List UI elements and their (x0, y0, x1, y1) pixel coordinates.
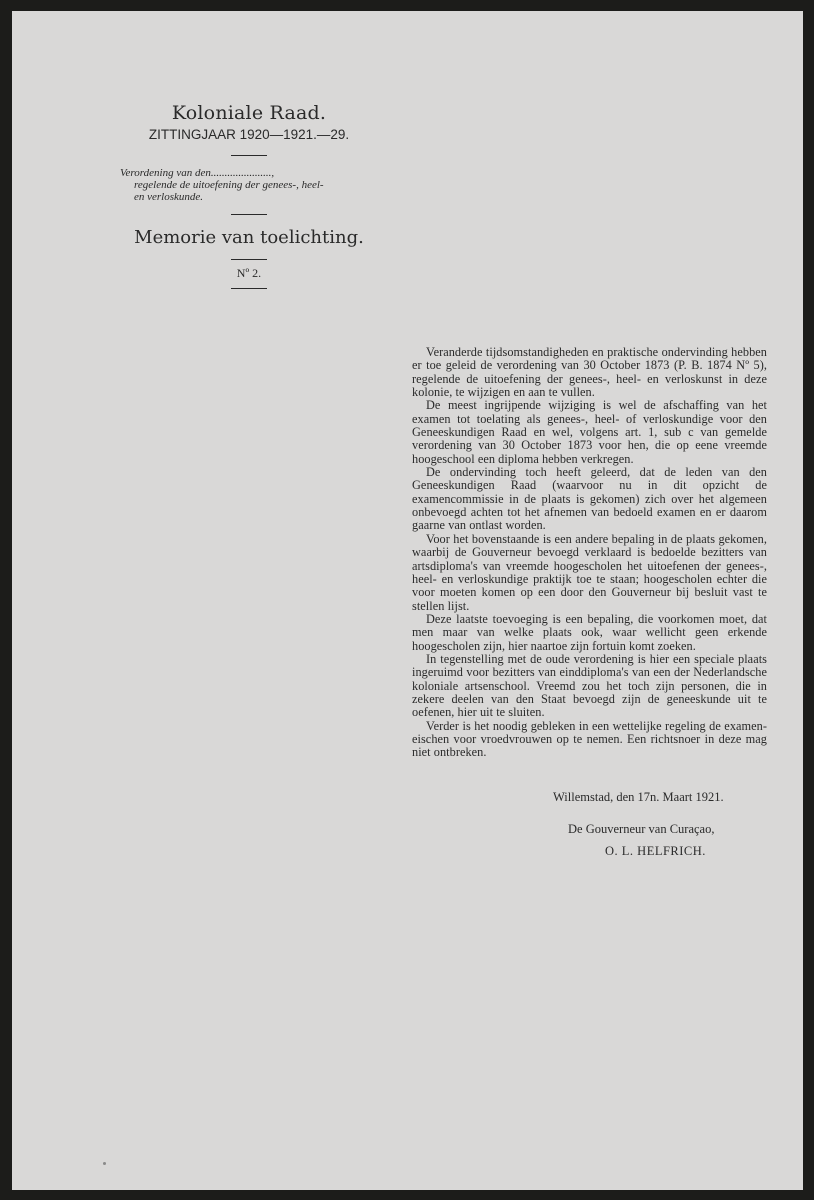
divider (231, 288, 267, 289)
session-year: ZITTINGJAAR 1920—1921.—29. (148, 127, 350, 142)
council-title: Koloniale Raad. (171, 102, 327, 124)
document-type-heading: Memorie van toelichting. (134, 227, 364, 248)
paragraph: Verder is het noodig gebleken in een wettelijke regeling de examen-eischen voor vroedvrouwen op te nemen. Een richtsnoer in deze mag niet ontbreken. (412, 718, 767, 760)
divider (231, 155, 267, 156)
divider (231, 214, 267, 215)
signatory-role: De Gouverneur van Curaçao, (568, 822, 715, 836)
paragraph: De ondervinding toch heeft geleerd, dat de leden van den Geneeskundigen Raad (waarvoor nu in dit opzicht de examencommissie in de plaats is gekomen) zich over het algemeen onbevoegd achten tot het afnemen van bedoeld examen en er daarom gaarne van ontlast worden. (412, 465, 767, 533)
regulation-line: Verordening van den......................, (120, 167, 275, 179)
document-page (12, 11, 803, 1190)
paragraph: Deze laatste toevoeging is een bepaling, die voorkomen moet, dat men maar van welke plaats ook, waar wellicht geen erkende hoogescholen zijn, hier naartoe zijn fortuin komt zoeken. (412, 611, 767, 653)
place-date: Willemstad, den 17n. Maart 1921. (553, 790, 724, 804)
paragraph: Veranderde tijdsomstandigheden en praktische ondervinding hebben er toe geleid de verordening van 30 October 1873 (P. B. 1874 Nº 5), regelende de uitoefening der genees-, heel- en verloskunst in deze kolonie, te wijzigen en aan te vullen. (412, 345, 767, 400)
document-number: Nº 2. (236, 266, 262, 280)
regulation-title (120, 167, 372, 203)
document-header (104, 101, 394, 300)
divider (231, 259, 267, 260)
regulation-line: en verloskunde. (134, 191, 204, 203)
paper-speck (103, 1162, 106, 1165)
paragraph: De meest ingrijpende wijziging is wel de afschaffing van het examen tot toelating als genees-, heel- of verloskundige voor den Geneeskundigen Raad en wel, volgens art. 1, sub c van gemelde verordening van 30 October 1873 voor hen, die op eene vreemde hoogeschool een diploma hebben verkregen. (412, 398, 767, 466)
signatory-name: O. L. HELFRICH. (605, 844, 706, 858)
regulation-line: regelende de uitoefening der genees-, heel- (134, 179, 324, 191)
explanatory-text (412, 346, 767, 760)
paragraph: Voor het bovenstaande is een andere bepaling in de plaats gekomen, waarbij de Gouverneur bevoegd verklaard is bedoelde bezitters van artsdiploma's van vreemde hoogescholen het uitoefenen der genees-, heel- en verloskundige praktijk toe te staan; hoogescholen echter die voor moeten komen op een door den Gouverneur bij besluit vast te stellen lijst. (412, 531, 767, 613)
paragraph: In tegenstelling met de oude verordening is hier een speciale plaats ingeruimd voor bezitters van einddiploma's van een der Nederlandsche koloniale artsenschool. Vreemd zou het toch zijn personen, die in zekere deelen van den Staat bevoegd zijn de geneeskunde uit te oefenen, hier uit te sluiten. (412, 651, 767, 720)
